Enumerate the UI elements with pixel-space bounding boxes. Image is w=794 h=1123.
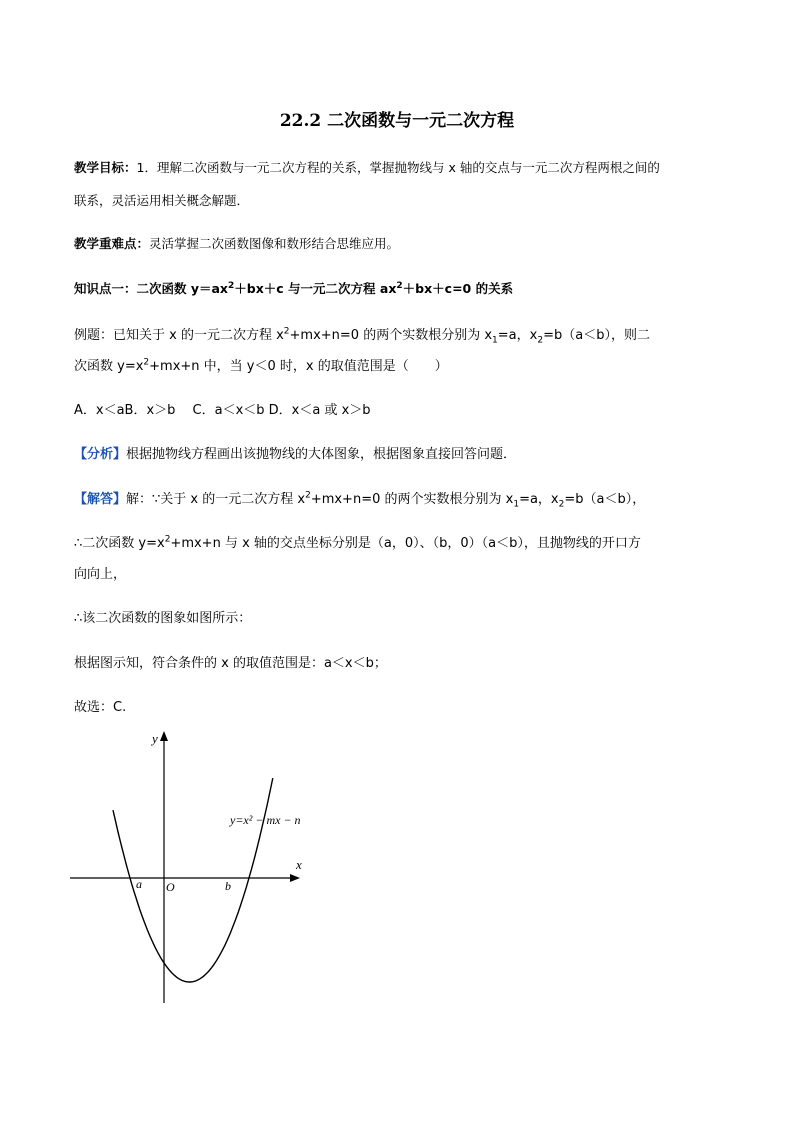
teaching-goal <box>74 158 660 176</box>
analysis-text: 根据抛物线方程画出该抛物线的大体图象，根据图象直接回答问题． <box>126 447 517 462</box>
solution-line-4: ∴该二次函数的图象如图所示： <box>74 611 252 626</box>
ex-sup: 2 <box>283 326 290 337</box>
key-points <box>74 234 399 252</box>
solution-line-6: 故选：C. <box>74 700 127 715</box>
solution-label: 【解答】 <box>74 492 127 507</box>
ex-l1-b: +mx+n=0 的两个实数根分别为 x <box>289 328 493 343</box>
y-axis-arrow <box>160 731 168 741</box>
sol-l1-d: =b（a＜b）， <box>564 492 646 507</box>
example-line-1 <box>74 324 650 346</box>
root-a-label: a <box>136 877 142 891</box>
sol-l1-c: =a，x <box>519 492 559 507</box>
page-title: 22.2 二次函数与一元二次方程 <box>279 111 515 131</box>
root-b-label: b <box>225 879 231 893</box>
sol-l2-b: +mx+n 与 x 轴的交点坐标分别是（a，0）、（b，0）（a＜b），且抛物线的开口方 <box>170 536 641 551</box>
ex-l1-d: =b（a＜b），则二 <box>543 328 650 343</box>
ex-l2-b: +mx+n 中，当 y＜0 时，x 的取值范围是（ ） <box>149 359 448 374</box>
sol-l2-a: ∴二次函数 y=x <box>74 536 165 551</box>
analysis-label: 【分析】 <box>74 447 127 462</box>
kp-sup-2: 2 <box>396 280 403 291</box>
sol-sup: 2 <box>305 490 311 501</box>
key-points-text: 灵活掌握二次函数图像和数形结合思维应用。 <box>149 236 400 251</box>
kp-end: ＋bx＋c=0 的关系 <box>402 281 514 296</box>
solution-line-1 <box>74 488 646 510</box>
solution-line-3: 向向上， <box>74 567 127 582</box>
parabola-graph <box>60 725 320 1010</box>
sol-sub1: 1 <box>513 499 520 510</box>
x-axis-arrow <box>290 874 300 882</box>
sol-l1-b: +mx+n=0 的两个实数根分别为 x <box>310 492 514 507</box>
solution-line-5: 根据图示知，符合条件的 x 的取值范围是：a＜x＜b； <box>74 656 387 671</box>
teaching-goal-label: 教学目标： <box>74 160 137 175</box>
solution-line-2 <box>74 532 641 551</box>
key-points-label: 教学重难点： <box>74 236 150 251</box>
x-axis-label: x <box>296 857 302 872</box>
answer-options: A．x＜aB．x＞b C．a＜x＜b D．x＜a 或 x＞b <box>74 403 371 418</box>
sol-l1-a: 解：∵关于 x 的一元二次方程 x <box>126 492 306 507</box>
knowledge-point-1 <box>74 279 513 297</box>
kp-label: 知识点一：二次函数 y＝ax <box>74 281 228 296</box>
sol-l2-sup: 2 <box>164 534 171 545</box>
ex-l1-c: =a，x <box>497 328 538 343</box>
ex-l2-sup: 2 <box>143 357 150 368</box>
curve-label: y=x² − mx − n <box>230 813 301 827</box>
kp-mid: ＋bx＋c 与一元二次方程 ax <box>234 281 397 296</box>
ex-l1-a: 例题：已知关于 x 的一元二次方程 x <box>74 328 284 343</box>
kp-sup-1: 2 <box>228 280 235 291</box>
ex-sub1: 1 <box>492 335 498 346</box>
example-line-2 <box>74 355 448 374</box>
teaching-goal-text-2: 联系，灵活运用相关概念解题． <box>74 193 250 208</box>
sol-sub2: 2 <box>558 499 565 510</box>
origin-label: O <box>166 880 175 894</box>
teaching-goal-text-1: 1．理解二次函数与一元二次方程的关系，掌握抛物线与 x 轴的交点与一元二次方程两根之间的 <box>136 160 660 175</box>
y-axis-label: y <box>152 731 158 746</box>
ex-sub2: 2 <box>537 335 544 346</box>
ex-l2-a: 次函数 y=x <box>74 359 144 374</box>
analysis <box>74 443 516 462</box>
